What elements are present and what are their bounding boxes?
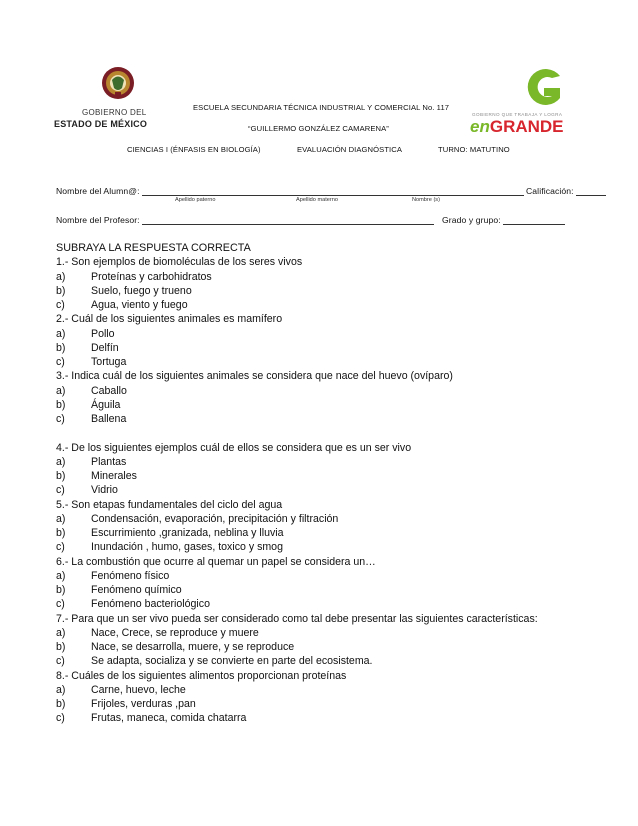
option-text: Tortuga — [91, 356, 127, 368]
option-letter: c) — [56, 484, 65, 497]
option-text: Delfín — [91, 341, 119, 354]
questions-section — [56, 241, 616, 726]
teacher-row — [56, 215, 434, 225]
grade-row — [526, 186, 606, 196]
option-letter: b) — [56, 527, 66, 539]
option-text: Condensación, evaporación, precipitación y filtración — [91, 512, 339, 525]
answer-option[interactable] — [56, 512, 616, 526]
option-text: Ballena — [91, 413, 127, 425]
answer-option[interactable] — [56, 327, 616, 341]
answer-option[interactable] — [56, 583, 616, 597]
logo-right-tag: GOBIERNO QUE TRABAJA Y LOGRA — [472, 112, 563, 117]
group-row — [442, 215, 565, 225]
option-text: Plantas — [91, 455, 127, 468]
option-letter: c) — [56, 655, 65, 668]
school-name: “GUILLERMO GONZÁLEZ CAMARENA” — [248, 124, 389, 133]
logo-left-line1: GOBIERNO DEL — [82, 108, 147, 117]
logo-right-brand — [470, 118, 564, 136]
group-label: Grado y grupo: — [442, 215, 501, 225]
answer-option[interactable] — [56, 412, 616, 426]
question-text: 6.- La combustión que ocurre al quemar un papel se considera un… — [56, 555, 376, 568]
brand-en: en — [470, 117, 490, 136]
question-text: 5.- Son etapas fundamentales del ciclo del agua — [56, 498, 283, 511]
answer-option[interactable] — [56, 398, 616, 412]
teacher-field[interactable] — [142, 215, 434, 225]
option-letter: c) — [56, 598, 65, 611]
option-letter: b) — [56, 470, 66, 482]
option-text: Fenómeno físico — [91, 569, 170, 582]
spacer — [56, 426, 616, 440]
answer-option[interactable] — [56, 355, 616, 369]
question-text: 8.- Cuáles de los siguientes alimentos proporcionan proteínas — [56, 669, 347, 682]
answer-option[interactable] — [56, 483, 616, 497]
answer-option[interactable] — [56, 597, 616, 611]
answer-option[interactable] — [56, 697, 616, 711]
option-text: Nace, Crece, se reproduce y muere — [91, 626, 259, 639]
option-letter: b) — [56, 341, 66, 354]
option-text: Suelo, fuego y trueno — [91, 284, 192, 297]
answer-option[interactable] — [56, 341, 616, 355]
shift-label: TURNO: MATUTINO — [438, 145, 510, 154]
option-letter: a) — [56, 270, 66, 283]
question-text: 2.- Cuál de los siguientes animales es mamífero — [56, 313, 283, 326]
option-letter: a) — [56, 512, 66, 525]
option-text: Nace, se desarrolla, muere, y se reproduce — [91, 641, 295, 653]
answer-option[interactable] — [56, 526, 616, 540]
logo-left-line2: ESTADO DE MÉXICO — [54, 119, 148, 129]
option-letter: c) — [56, 541, 65, 554]
subject-label: CIENCIAS I (ÉNFASIS EN BIOLOGÍA) — [127, 145, 261, 154]
question-text: 7.- Para que un ser vivo pueda ser considerado como tal debe presentar las siguientes características: — [56, 612, 538, 625]
answer-option[interactable] — [56, 626, 616, 640]
answer-option[interactable] — [56, 683, 616, 697]
sub-paterno: Apellido paterno — [175, 197, 216, 203]
option-text: Frijoles, verduras ,pan — [91, 698, 196, 710]
exam-type-label: EVALUACIÓN DIAGNÓSTICA — [297, 145, 403, 154]
option-letter: c) — [56, 413, 65, 425]
question-list — [56, 255, 616, 725]
option-text: Carne, huevo, leche — [91, 683, 186, 696]
option-letter: c) — [56, 299, 65, 311]
answer-option[interactable] — [56, 469, 616, 483]
option-letter: a) — [56, 626, 66, 639]
school-title: ESCUELA SECUNDARIA TÉCNICA INDUSTRIAL Y COMERCIAL No. 117 — [193, 103, 450, 112]
answer-option[interactable] — [56, 569, 616, 583]
option-text: Agua, viento y fuego — [91, 299, 188, 311]
option-letter: b) — [56, 698, 66, 710]
option-text: Inundación , humo, gases, toxico y smog — [91, 541, 283, 554]
option-text: Caballo — [91, 384, 127, 397]
option-letter: c) — [56, 356, 65, 368]
option-letter: b) — [56, 398, 66, 411]
option-letter: a) — [56, 455, 66, 468]
option-text: Fenómeno bacteriológico — [91, 598, 210, 611]
option-letter: b) — [56, 584, 66, 596]
answer-option[interactable] — [56, 270, 616, 284]
engrande-logo — [470, 66, 594, 136]
option-letter: b) — [56, 641, 66, 653]
question-text: 4.- De los siguientes ejemplos cuál de ellos se considera que es un ser vivo — [56, 441, 412, 454]
student-name-label: Nombre del Alumn@: — [56, 186, 140, 196]
question-text: 3.- Indica cuál de los siguientes animales se considera que nace del huevo (ovíparo) — [56, 370, 453, 383]
answer-option[interactable] — [56, 711, 616, 725]
answer-option[interactable] — [56, 384, 616, 398]
option-text: Fenómeno químico — [91, 584, 182, 596]
option-letter: c) — [56, 712, 65, 725]
option-text: Frutas, maneca, comida chatarra — [91, 712, 247, 725]
teacher-label: Nombre del Profesor: — [56, 215, 140, 225]
option-text: Se adapta, socializa y se convierte en parte del ecosistema. — [91, 655, 373, 668]
option-text: Proteínas y carbohidratos — [91, 270, 212, 283]
option-letter: b) — [56, 284, 66, 297]
g-logo-icon — [510, 66, 570, 108]
answer-option[interactable] — [56, 455, 616, 469]
option-text: Vidrio — [91, 484, 118, 497]
coat-of-arms-icon — [100, 64, 136, 104]
student-name-field[interactable] — [142, 186, 524, 196]
sub-materno: Apellido materno — [296, 197, 338, 203]
answer-option[interactable] — [56, 654, 616, 668]
option-letter: a) — [56, 569, 66, 582]
sub-nombre: Nombre (s) — [412, 197, 440, 203]
instructions: SUBRAYA LA RESPUESTA CORRECTA — [56, 242, 251, 254]
answer-option[interactable] — [56, 284, 616, 298]
option-text: Escurrimiento ,granizada, neblina y lluvia — [91, 527, 284, 539]
answer-option[interactable] — [56, 640, 616, 654]
question-text: 1.- Son ejemplos de biomoléculas de los seres vivos — [56, 256, 303, 269]
estado-de-mexico-logo — [54, 64, 158, 136]
option-letter: a) — [56, 683, 66, 696]
answer-option[interactable] — [56, 298, 616, 312]
answer-option[interactable] — [56, 540, 616, 554]
option-text: Águila — [91, 398, 121, 411]
option-letter: a) — [56, 384, 66, 397]
option-text: Minerales — [91, 470, 137, 482]
grade-field[interactable] — [576, 186, 606, 196]
option-letter: a) — [56, 327, 66, 340]
option-text: Pollo — [91, 327, 115, 340]
brand-grande: GRANDE — [489, 117, 564, 136]
student-name-row — [56, 186, 524, 196]
grade-label: Calificación: — [526, 186, 574, 196]
group-field[interactable] — [503, 215, 565, 225]
